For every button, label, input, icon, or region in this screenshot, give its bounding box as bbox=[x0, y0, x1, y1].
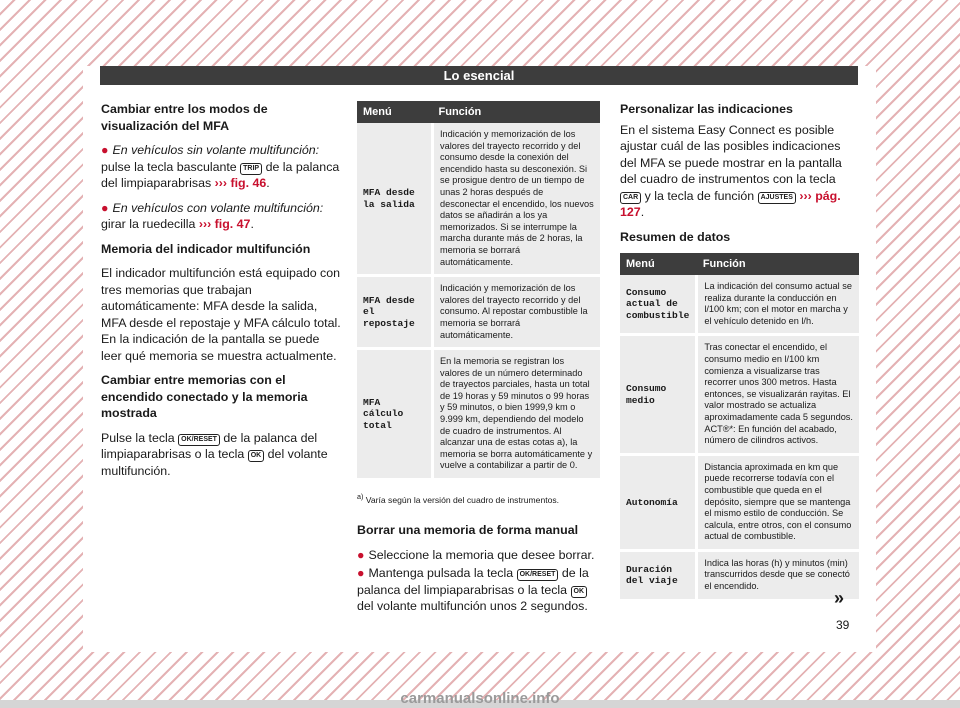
bullet-icon: ● bbox=[101, 143, 109, 157]
switch-paragraph: Pulse la tecla OK/RESET de la palanca del limpiaparabrisas o la tecla OK del volante multifunción. bbox=[101, 430, 328, 478]
footnote: $^{a)}$ Varía según la versión del cuadro de instrumentos. bbox=[357, 493, 560, 505]
customize-paragraph: En el sistema Easy Connect es posible ajustar cuál de las posibles indicaciones del MFA se puede mostrar en la pantalla del cuadro de instrumentos con la tecla CAR y la tecla de función AJUSTES ››› pág. 127. bbox=[620, 122, 842, 219]
bullet-icon: ● bbox=[101, 200, 109, 215]
section-header: Lo esencial bbox=[100, 66, 858, 85]
ok-reset-key-icon: OK/RESET bbox=[517, 569, 559, 581]
heading-customize: Personalizar las indicaciones bbox=[620, 102, 793, 116]
continue-chevron-icon: » bbox=[834, 588, 845, 608]
ok-key-icon: OK bbox=[571, 586, 588, 598]
watermark: carmanualsonline.info bbox=[400, 690, 560, 707]
heading-display-modes: Cambiar entre los modos de visualización del MFA bbox=[101, 102, 268, 133]
heading-memory: Memoria del indicador multifunción bbox=[101, 241, 311, 256]
table-row: MFA desde el repostaje Indicación y memorización de los valores del trayecto recorrido y del consumo. Al repostar combustible la memoria se borrará automáticamente. bbox=[357, 276, 600, 349]
data-summary-table bbox=[620, 253, 859, 602]
bullet-with-multifunction: ● En vehículos con volante multifunción: girar la ruedecilla ››› fig. 47. bbox=[101, 200, 324, 231]
right-column bbox=[620, 101, 859, 602]
column-header-function: Función bbox=[697, 253, 859, 275]
heading-data-summary: Resumen de datos bbox=[620, 229, 731, 244]
table-row: Duración del viaje Indica las horas (h) y minutos (min) transcurridos desde que se conectó el encendido. bbox=[620, 550, 859, 600]
trip-key-icon: TRIP bbox=[240, 163, 262, 175]
memory-paragraph: El indicador multifunción está equipado con tres memorias que trabajan automáticamente: MFA desde la salida, MFA desde el repostaje y MFA cálculo total. En la indicación de la pantalla se puede leer qué memoria se muestra actualmente. bbox=[101, 266, 341, 363]
heading-switch-memories: Cambiar entre memorias con el encendido conectado y la memoria mostrada bbox=[101, 373, 308, 420]
bullet-icon: ● bbox=[357, 566, 365, 581]
heading-delete-memory: Borrar una memoria de forma manual bbox=[357, 523, 579, 538]
table-row: Consumo actual de combustible La indicación del consumo actual se realiza durante la conducción en l/100 km; con el motor en marcha y el vehículo detenido en l/h. bbox=[620, 275, 859, 335]
column-header-menu: Menú bbox=[357, 101, 433, 123]
page-number: 39 bbox=[836, 618, 850, 632]
ajustes-key-icon: AJUSTES bbox=[758, 192, 796, 204]
bullet-select-memory: ● Seleccione la memoria que desee borrar. bbox=[357, 547, 595, 562]
bullet-without-multifunction: ● En vehículos sin volante multifunción: pulse la tecla basculante TRIP de la palanca del limpiaparabrisas ››› fig. 46. bbox=[101, 143, 340, 190]
column-header-menu: Menú bbox=[620, 253, 697, 275]
fig-46-link[interactable]: ››› fig. 46 bbox=[214, 176, 267, 190]
left-column bbox=[101, 101, 341, 487]
ok-key-icon: OK bbox=[248, 450, 265, 462]
table-row: Autonomía Distancia aproximada en km que puede recorrerse todavía con el combustible que queda en el depósito, siempre que se mantenga el mismo estilo de conducción. Se calcula, entre otros, con el consumo actual de combustible. bbox=[620, 454, 859, 550]
bullet-icon: ● bbox=[357, 547, 365, 562]
fig-47-link[interactable]: ››› fig. 47 bbox=[198, 217, 251, 231]
mfa-memory-table bbox=[357, 101, 600, 481]
bullet-hold-key: ● Mantenga pulsada la tecla OK/RESET de la palanca del limpiaparabrisas o la tecla OK del volante multifunción unos 2 segundos. bbox=[357, 566, 589, 614]
ok-reset-key-icon: OK/RESET bbox=[178, 434, 220, 446]
table-row: MFA cálculo total En la memoria se registran los valores de un número determinado de trayectos parciales, hasta un total de 19 horas y 59 minutos o 99 horas y 59 minutos, o bien 1999,9 km o 9.999 km, dependiendo del modelo de cuadro de instrumentos. Al alcanzar una de estas cotas a), la memoria se borra automáticamente y vuelve a contabilizar a partir de 0. bbox=[357, 349, 600, 480]
table-row: Consumo medio Tras conectar el encendido, el consumo medio en l/100 km comienza a visualizarse tras recorrer unos 300 metros. Hasta entonces, se visualizarán rayitas. El valor mostrado se actualiza aproximadamente cada 5 segundos. ACT®*: En función del acabado, número de cilindros activos. bbox=[620, 335, 859, 454]
column-header-function: Función bbox=[433, 101, 601, 123]
table-row: MFA desde la salida Indicación y memorización de los valores del trayecto recorrido y del consumo desde la conexión del encendido hasta su desconexión. Si se prosigue dentro de un tiempo de unas 2 horas después de desconectar el encendido, los nuevos datos se añadirán a los ya memorizados. Si se interrumpe la marcha durante más de 2 horas, la memoria se borrará automáticamente. bbox=[357, 123, 600, 276]
page-ref-link[interactable]: pág. 127 bbox=[620, 188, 841, 219]
car-key-icon: CAR bbox=[620, 192, 641, 204]
middle-column bbox=[357, 101, 600, 623]
